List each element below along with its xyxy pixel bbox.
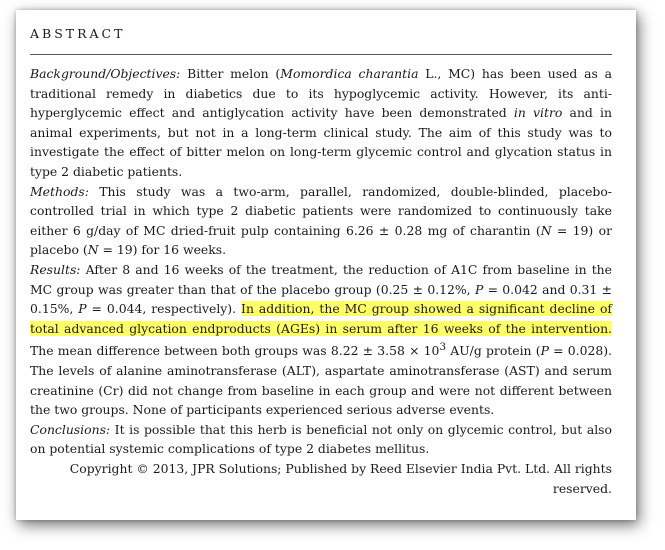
conclusions-paragraph [30, 420, 612, 459]
copyright-notice: Copyright © 2013, JPR Solutions; Published by Reed Elsevier India Pvt. Ltd. All rights reserved. [69, 461, 612, 496]
exponent: 3 [439, 341, 447, 354]
heading-divider [30, 54, 612, 55]
methods-paragraph [30, 182, 612, 260]
background-text-2: L., MC) has been used as a traditional remedy in diabetics due to its hypoglycemic activity. However, its anti-hyperglycemic effect and antiglycation activity have been demonstrated [30, 66, 613, 121]
background-text-3: and in animal experiments, but not in a long-term clinical study. The aim of this study was to investigate the effect of bitter melon on long-term glycemic control and glycation status in type 2 diabetic patients. [30, 105, 612, 179]
results-p-symbol-2: P [78, 301, 87, 317]
results-p-symbol-3: P [540, 343, 549, 359]
methods-text-1: This study was a two-arm, parallel, randomized, double-blinded, placebo-controlled trial in which type 2 diabetic patients were randomized to continuously take either 6 g/day of MC dried-fruit pulp containing 6.26 ± 0.28 mg of charantin ( [30, 183, 612, 238]
abstract-card [16, 10, 636, 520]
conclusions-label: Conclusions: [30, 421, 111, 437]
highlighted-sentence: In addition, the MC group showed a significant decline of total advanced glycation endproducts (AGEs) in serum after 16 weeks of the intervention. [30, 301, 612, 336]
results-text-2: = 0.042 and 0.31 ± 0.15%, [30, 281, 612, 317]
background-paragraph [30, 64, 612, 182]
background-text-1: Bitter melon ( [180, 66, 281, 81]
abstract-body [30, 64, 612, 498]
background-label: Background/Objectives: [30, 66, 181, 81]
methods-n-symbol-1: N [540, 222, 552, 238]
methods-label: Methods: [30, 183, 89, 199]
abstract-heading: ABSTRACT [30, 26, 126, 41]
in-vitro-term: in vitro [513, 105, 563, 121]
results-text-3: = 0.044, respectively). [86, 301, 242, 317]
methods-n-symbol-2: N [87, 242, 99, 258]
conclusions-text: It is possible that this herb is beneficial not only on glycemic control, but also on potential systemic complications of type 2 diabetes mellitus. [30, 421, 612, 457]
methods-text-3: = 19) for 16 weeks. [98, 242, 227, 258]
results-text-1: After 8 and 16 weeks of the treatment, the reduction of A1C from baseline in the MC group was greater than that of the placebo group (0.25 ± 0.12%, [30, 261, 612, 297]
methods-text-2: = 19) or placebo ( [30, 222, 612, 258]
results-label: Results: [30, 261, 81, 277]
results-text-5: AU/g protein ( [446, 343, 541, 359]
species-name: Momordica charantia [280, 66, 419, 81]
results-paragraph [30, 260, 612, 420]
results-text-4: The mean difference between both groups was 8.22 ± 3.58 × 10 [30, 343, 440, 359]
results-text-6: = 0.028). The levels of alanine aminotransferase (ALT), aspartate aminotransferase (AST) and serum creatinine (Cr) did not change from baseline in each group and were not different between the two groups. None of participants experienced serious adverse events. [30, 343, 612, 418]
results-p-symbol-1: P [474, 281, 484, 297]
